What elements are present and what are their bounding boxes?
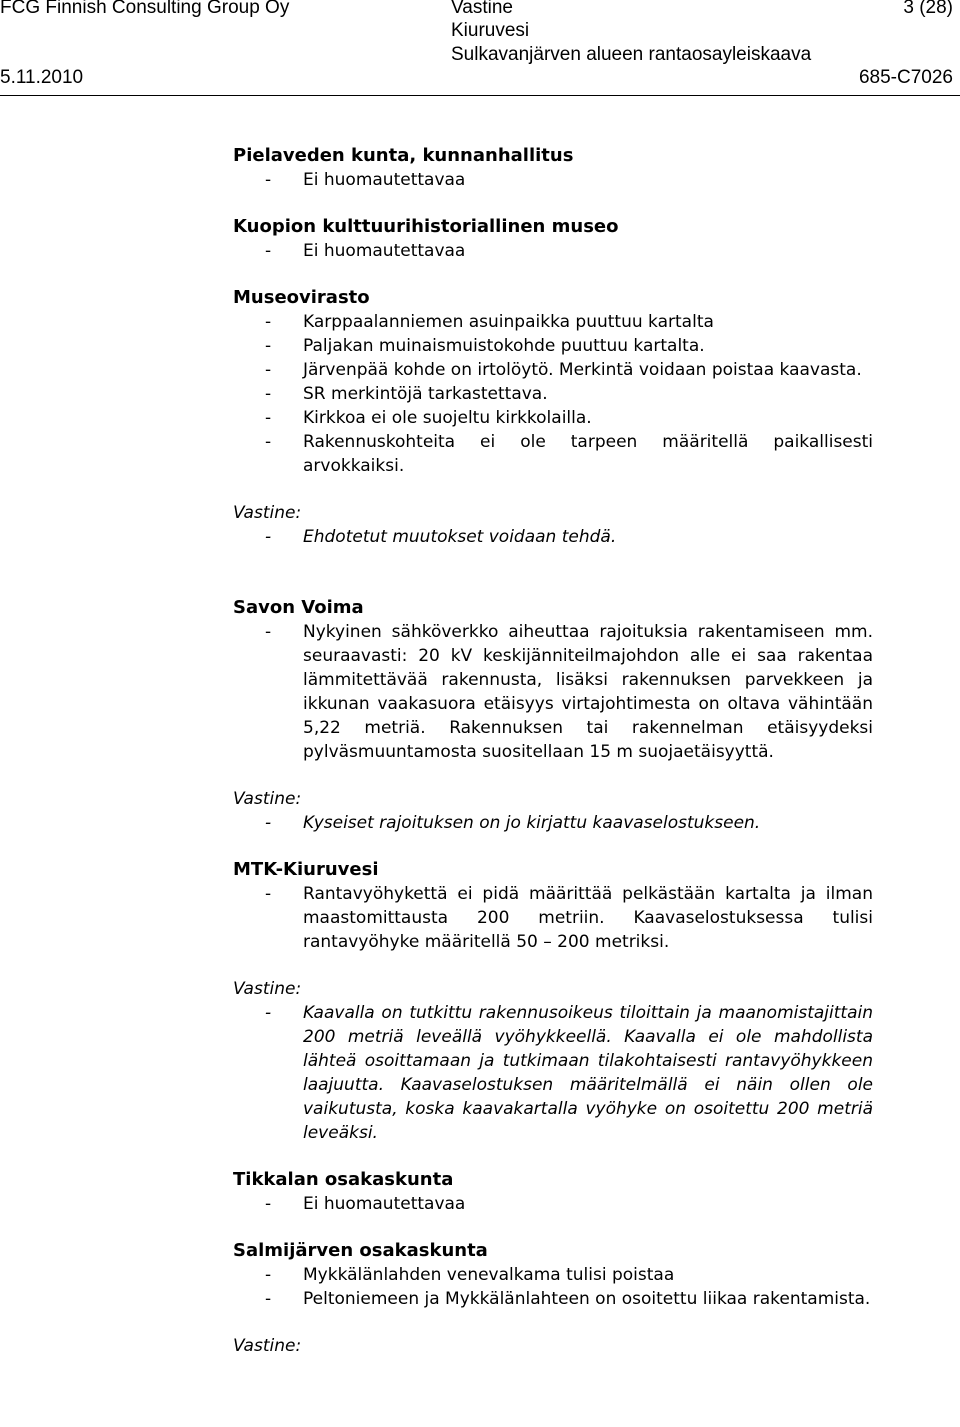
list-item <box>233 334 873 358</box>
page-number: 3 (28) <box>903 0 953 18</box>
section-mtk-kiuruvesi <box>233 858 873 1145</box>
comment-list <box>233 1263 873 1311</box>
document-date: 5.11.2010 <box>0 67 84 88</box>
section-salmijarvi <box>233 1239 873 1358</box>
list-item-text: Karppaalanniemen asuinpaikka puuttuu kartalta <box>303 312 714 332</box>
list-dash: - <box>265 1265 272 1285</box>
list-item-text: Ei huomautettavaa <box>303 170 466 190</box>
list-dash: - <box>265 241 272 261</box>
list-item-text: Kirkkoa ei ole suojeltu kirkkolailla. <box>303 408 592 428</box>
list-item <box>233 811 873 835</box>
section-title: Salmijärven osakaskunta <box>233 1240 488 1261</box>
company-name: FCG Finnish Consulting Group Oy <box>0 0 290 18</box>
list-item <box>233 525 873 549</box>
spacer <box>233 1311 873 1334</box>
list-dash: - <box>265 432 272 452</box>
response-label: Vastine: <box>233 503 302 523</box>
project-name: Sulkavanjärven alueen rantaosayleiskaava <box>451 44 812 65</box>
response-text: Kyseiset rajoituksen on jo kirjattu kaavaselostukseen. <box>303 813 761 833</box>
section-title: Savon Voima <box>233 597 364 618</box>
list-item-text: Peltoniemeen ja Mykkälänlahteen on osoitettu liikaa rakentamista. <box>303 1289 871 1309</box>
section-pielavesi <box>233 144 873 192</box>
list-item-text: Paljakan muinaismuistokohde puuttuu kartalta. <box>303 336 705 356</box>
section-museovirasto <box>233 286 873 549</box>
spacer <box>233 835 873 858</box>
response-text: Ehdotetut muutokset voidaan tehdä. <box>303 527 617 547</box>
list-item-text: Rakennuskohteita ei ole tarpeen määritellä paikallisesti arvokkaiksi. <box>303 432 873 476</box>
list-item <box>233 406 873 430</box>
comment-list <box>233 168 873 192</box>
spacer <box>233 478 873 501</box>
list-item-text: Järvenpää kohde on irtolöytö. Merkintä voidaan poistaa kaavasta. <box>303 360 862 380</box>
list-item-text: Ei huomautettavaa <box>303 1194 466 1214</box>
list-item-text: SR merkintöjä tarkastettava. <box>303 384 548 404</box>
list-item <box>233 382 873 406</box>
list-item <box>233 620 873 764</box>
list-dash: - <box>265 336 272 356</box>
list-item-text: Mykkälänlahden venevalkama tulisi poistaa <box>303 1265 675 1285</box>
list-item <box>233 1287 873 1311</box>
comment-list <box>233 310 873 478</box>
list-dash: - <box>265 1194 272 1214</box>
list-dash: - <box>265 527 272 547</box>
document-type: Vastine <box>451 0 513 18</box>
spacer <box>233 954 873 977</box>
response-list <box>233 525 873 549</box>
response-list <box>233 1001 873 1145</box>
section-title: Museovirasto <box>233 287 370 308</box>
response-text: Kaavalla on tutkittu rakennusoikeus tiloittain ja maanomistajittain 200 metriä leveällä vyöhykkeellä. Kaavalla ei ole mahdollista lähteä osoittamaan ja tutkimaan tilakohtaisesti rantavyöhykkeen laajuutta. Kaavaselostuksen määritelmällä ei näin ollen ole vaikutusta, koska kaavakartalla vyöhyke on osoitettu 200 metriä leveäksi. <box>303 1003 873 1143</box>
list-item <box>233 882 873 954</box>
list-item <box>233 1263 873 1287</box>
response-list <box>233 811 873 835</box>
response-label: Vastine: <box>233 1336 302 1356</box>
spacer <box>233 1145 873 1168</box>
list-item-text: Ei huomautettavaa <box>303 241 466 261</box>
spacer <box>233 1216 873 1239</box>
list-dash: - <box>265 1003 272 1023</box>
list-item <box>233 430 873 478</box>
list-dash: - <box>265 813 272 833</box>
municipality-name: Kiuruvesi <box>451 20 530 41</box>
list-dash: - <box>265 884 272 904</box>
section-title: Kuopion kulttuurihistoriallinen museo <box>233 216 619 237</box>
comment-list <box>233 882 873 954</box>
section-title: Tikkalan osakaskunta <box>233 1169 454 1190</box>
response-label: Vastine: <box>233 979 302 999</box>
list-item-text: Nykyinen sähköverkko aiheuttaa rajoituksia rakentamiseen mm. seuraavasti: 20 kV keskijänniteilmajohdon alle ei saa rakentaa lämmitettävää rakennusta, lisäksi rakennuksen parvekkeen ja ikkunan vaakasuora etäisyys virtajohtimesta on oltava vähintään 5,22 metriä. Rakennuksen tai rakennelman etäisyydeksi pylväsmuuntamosta suositellaan 15 m suojaetäisyyttä. <box>303 622 873 762</box>
header-divider <box>0 95 960 96</box>
list-dash: - <box>265 360 272 380</box>
response-label: Vastine: <box>233 789 302 809</box>
list-dash: - <box>265 170 272 190</box>
list-item <box>233 168 873 192</box>
list-item <box>233 1192 873 1216</box>
project-code: 685-C7026 <box>858 67 953 88</box>
section-title: MTK-Kiuruvesi <box>233 859 379 880</box>
spacer <box>233 263 873 286</box>
spacer <box>233 192 873 215</box>
list-item <box>233 239 873 263</box>
list-dash: - <box>265 312 272 332</box>
list-dash: - <box>265 622 272 642</box>
comment-list <box>233 239 873 263</box>
section-title: Pielaveden kunta, kunnanhallitus <box>233 145 574 166</box>
list-item <box>233 358 873 382</box>
list-dash: - <box>265 384 272 404</box>
list-item-text: Rantavyöhykettä ei pidä määrittää pelkästään kartalta ja ilman maastomittausta 200 metriin. Kaavaselostuksessa tulisi rantavyöhyke määritellä 50 – 200 metriksi. <box>303 884 873 952</box>
page-header <box>0 0 960 96</box>
section-savon-voima <box>233 596 873 835</box>
list-item <box>233 310 873 334</box>
section-kuopio-museum <box>233 215 873 263</box>
comment-list <box>233 620 873 764</box>
spacer <box>233 764 873 787</box>
list-dash: - <box>265 408 272 428</box>
list-item <box>233 1001 873 1145</box>
spacer <box>233 549 873 596</box>
list-dash: - <box>265 1289 272 1309</box>
document-body <box>233 144 873 1358</box>
section-tikkala <box>233 1168 873 1216</box>
comment-list <box>233 1192 873 1216</box>
